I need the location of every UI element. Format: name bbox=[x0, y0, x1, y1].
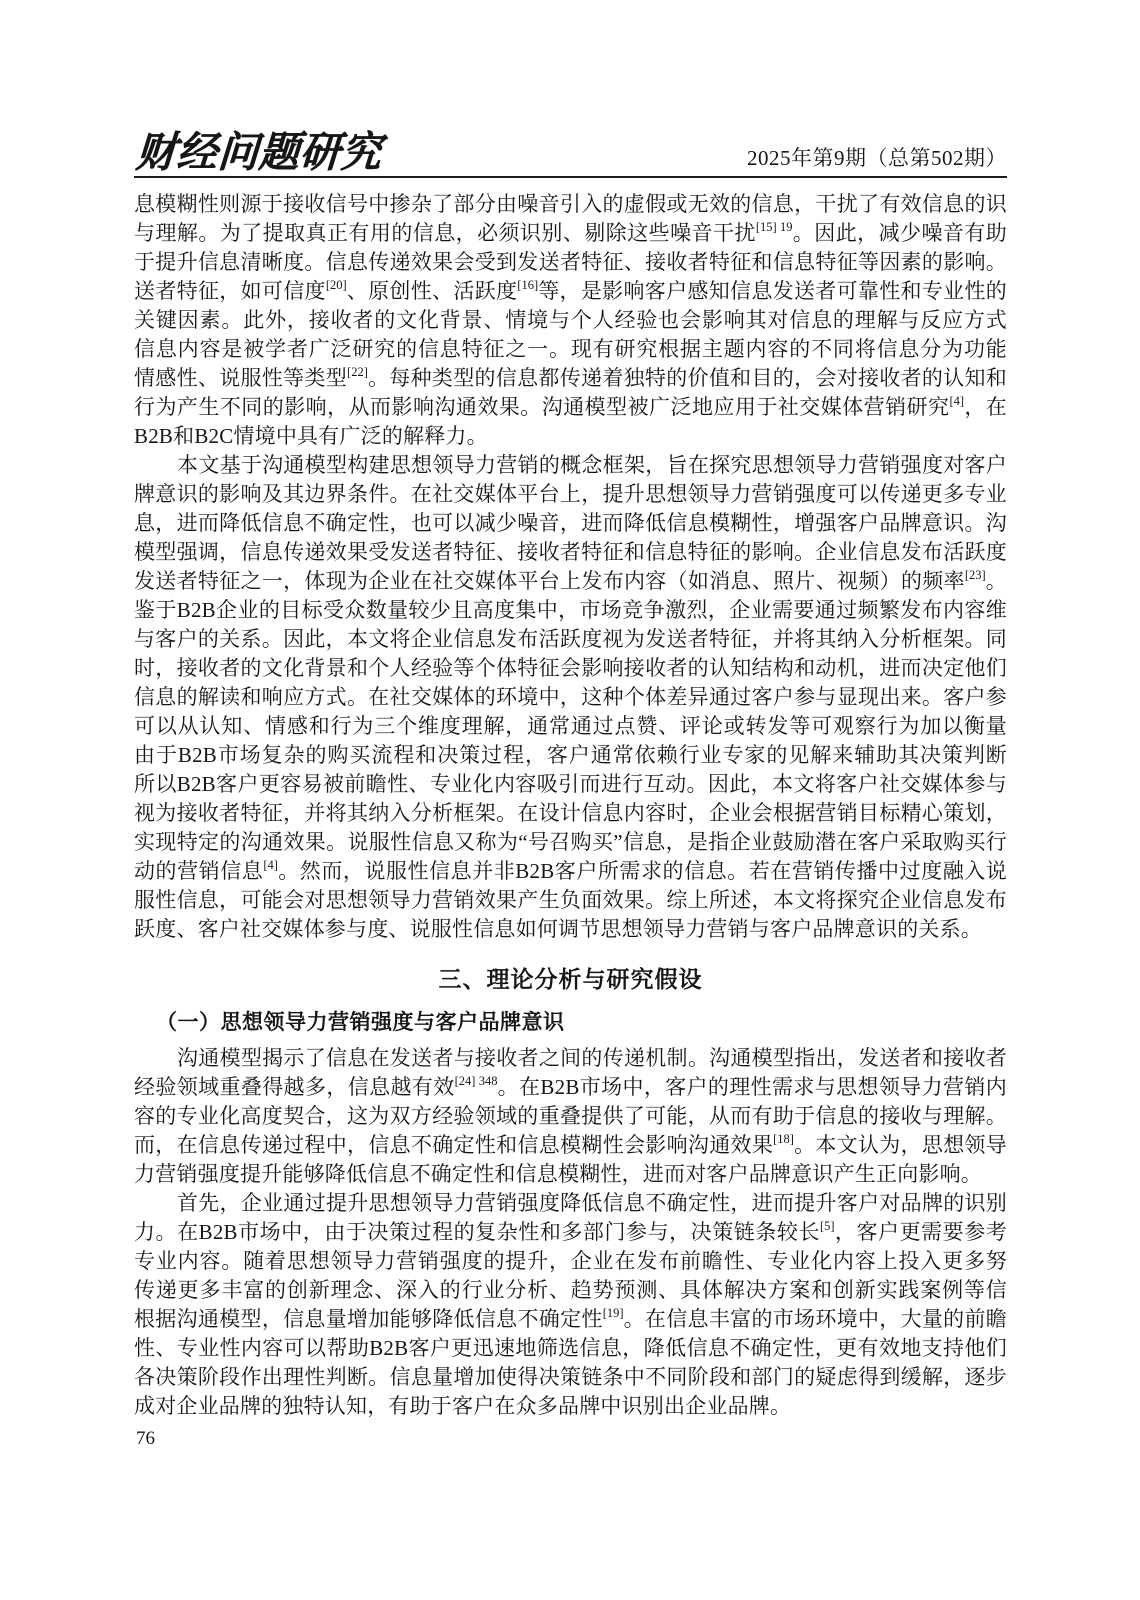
body-line: 实现特定的沟通效果。说服性信息又称为“号召购买”信息，是指企业鼓励潜在客户采取购买行 bbox=[134, 830, 1007, 854]
reference-superscript: [20] bbox=[325, 278, 347, 292]
body-line: B2B和B2C情境中具有广泛的解释力。 bbox=[134, 424, 488, 448]
body-line: 传递更多丰富的创新理念、深入的行业分析、趋势预测、具体解决方案和创新实践案例等信 bbox=[134, 1278, 1007, 1302]
body-line: 与理解。为了提取真正有用的信息，必须识别、剔除这些噪音干扰$^{[15] 19}$。因此，减少噪音有助 bbox=[134, 220, 1007, 245]
body-line: 动的营销信息[4]。然而，说服性信息并非B2B客户所需求的信息。若在营销传播中过度融入说 bbox=[134, 858, 1007, 883]
body-line: 本文基于沟通模型构建思想领导力营销的概念框架，旨在探究思想领导力营销强度对客户 bbox=[177, 453, 1007, 477]
body-line: 时，接收者的文化背景和个人经验等个体特征会影响接收者的认知结构和动机，进而决定他们 bbox=[134, 656, 1007, 680]
reference-superscript: [15] 19 bbox=[755, 220, 793, 234]
reference-superscript: [24] 348 bbox=[454, 1074, 498, 1088]
article-body bbox=[134, 190, 1007, 1421]
reference-superscript: [23] bbox=[964, 568, 986, 582]
body-line: 息，进而降低信息不确定性，也可以减少噪音，进而降低信息模糊性，增强客户品牌意识。沟 bbox=[134, 511, 1007, 535]
page-number: 76 bbox=[136, 1428, 155, 1449]
body-line: 经验领域重叠得越多，信息越有效$^{[24] 348}$。在B2B市场中，客户的理性需求与思想领导力营销内 bbox=[134, 1074, 1007, 1099]
reference-superscript: [16] bbox=[517, 278, 539, 292]
body-line: 信息的解读和响应方式。在社交媒体的环境中，这种个体差异通过客户参与显现出来。客户参 bbox=[134, 685, 1007, 709]
body-line: 牌意识的影响及其边界条件。在社交媒体平台上，提升思想领导力营销强度可以传递更多专业 bbox=[134, 482, 1007, 506]
body-line: 跃度、客户社交媒体参与度、说服性信息如何调节思想领导力营销与客户品牌意识的关系。 bbox=[134, 917, 982, 941]
body-line: 与客户的关系。因此，本文将企业信息发布活跃度视为发送者特征，并将其纳入分析框架。同 bbox=[134, 627, 1007, 651]
body-line: 可以从认知、情感和行为三个维度理解，通常通过点赞、评论或转发等可观察行为加以衡量 bbox=[134, 714, 1007, 738]
body-line: 力营销强度提升能够降低信息不确定性和信息模糊性，进而对客户品牌意识产生正向影响。 bbox=[134, 1162, 982, 1186]
reference-superscript: [18] bbox=[773, 1132, 794, 1146]
header-rule bbox=[134, 176, 1007, 178]
body-line: 各决策阶段作出理性判断。信息量增加使得决策链条中不同阶段和部门的疑虑得到缓解，逐步 bbox=[134, 1365, 1007, 1389]
body-line: 力。在B2B市场中，由于决策过程的复杂性和多部门参与，决策链条较长[5]，客户更需要参考 bbox=[134, 1219, 1007, 1244]
body-line: 于提升信息清晰度。信息传递效果会受到发送者特征、接收者特征和信息特征等因素的影响。 bbox=[134, 250, 1007, 274]
body-line: 送者特征，如可信度[20]、原创性、活跃度[16]等，是影响客户感知信息发送者可靠性和专业性的 bbox=[134, 278, 1007, 303]
body-line: 性、专业性内容可以帮助B2B客户更迅速地筛选信息，降低信息不确定性，更有效地支持他们 bbox=[134, 1336, 1007, 1360]
body-line: 首先，企业通过提升思想领导力营销强度降低信息不确定性，进而提升客户对品牌的识别 bbox=[177, 1191, 1007, 1215]
reference-superscript: [5] bbox=[820, 1219, 835, 1233]
body-line: 行为产生不同的影响，从而影响沟通效果。沟通模型被广泛地应用于社交媒体营销研究[4]，在 bbox=[134, 394, 1007, 419]
body-line: 鉴于B2B企业的目标受众数量较少且高度集中，市场竞争激烈，企业需要通过频繁发布内容维 bbox=[134, 598, 1007, 622]
body-line: 由于B2B市场复杂的购买流程和决策过程，客户通常依赖行业专家的见解来辅助其决策判断 bbox=[134, 743, 1007, 767]
body-line: 模型强调，信息传递效果受发送者特征、接收者特征和信息特征的影响。企业信息发布活跃度 bbox=[134, 540, 1007, 564]
body-line: 成对企业品牌的独特认知，有助于客户在众多品牌中识别出企业品牌。 bbox=[134, 1394, 792, 1418]
body-line: 息模糊性则源于接收信号中掺杂了部分由噪音引入的虚假或无效的信息，干扰了有效信息的识 bbox=[134, 192, 1007, 216]
body-line: 发送者特征之一，体现为企业在社交媒体平台上发布内容（如消息、照片、视频）的频率[23]。 bbox=[134, 568, 1007, 593]
body-line: 容的专业化高度契合，这为双方经验领域的重叠提供了可能，从而有助于信息的接收与理解。 bbox=[134, 1104, 1007, 1128]
body-line: 根据沟通模型，信息量增加能够降低信息不确定性[19]。在信息丰富的市场环境中，大量的前瞻 bbox=[134, 1306, 1007, 1331]
reference-superscript: [4] bbox=[949, 394, 965, 408]
body-line: 信息内容是被学者广泛研究的信息特征之一。现有研究根据主题内容的不同将信息分为功能 bbox=[134, 337, 1007, 361]
issue-info: 2025年第9期（总第502期） bbox=[747, 146, 1007, 170]
body-line: 专业内容。随着思想领导力营销强度的提升，企业在发布前瞻性、专业化内容上投入更多努 bbox=[134, 1249, 1007, 1273]
section-heading: 三、理论分析与研究假设 bbox=[438, 966, 703, 992]
page-header bbox=[134, 122, 1007, 178]
body-line: 而，在信息传递过程中，信息不确定性和信息模糊性会影响沟通效果[18]。本文认为，思想领导 bbox=[134, 1132, 1007, 1157]
body-line: 视为接收者特征，并将其纳入分析框架。在设计信息内容时，企业会根据营销目标精心策划， bbox=[134, 801, 1007, 825]
body-line: 所以B2B客户更容易被前瞻性、专业化内容吸引而进行互动。因此，本文将客户社交媒体参与 bbox=[134, 772, 1007, 796]
journal-logo: 财经问题研究 bbox=[134, 128, 384, 176]
body-line: 情感性、说服性等类型[22]。每种类型的信息都传递着独特的价值和目的，会对接收者的认知和 bbox=[134, 365, 1007, 390]
reference-superscript: [19] bbox=[602, 1306, 624, 1320]
body-line: 服性信息，可能会对思想领导力营销效果产生负面效果。综上所述，本文将探究企业信息发布 bbox=[134, 888, 1007, 912]
body-line: 沟通模型揭示了信息在发送者与接收者之间的传递机制。沟通模型指出，发送者和接收者 bbox=[177, 1046, 1007, 1070]
body-line: 关键因素。此外，接收者的文化背景、情境与个人经验也会影响其对信息的理解与反应方式 bbox=[134, 308, 1007, 332]
reference-superscript: [4] bbox=[263, 858, 278, 872]
subsection-heading: （一）思想领导力营销强度与客户品牌意识 bbox=[156, 1011, 565, 1034]
reference-superscript: [22] bbox=[347, 365, 368, 379]
